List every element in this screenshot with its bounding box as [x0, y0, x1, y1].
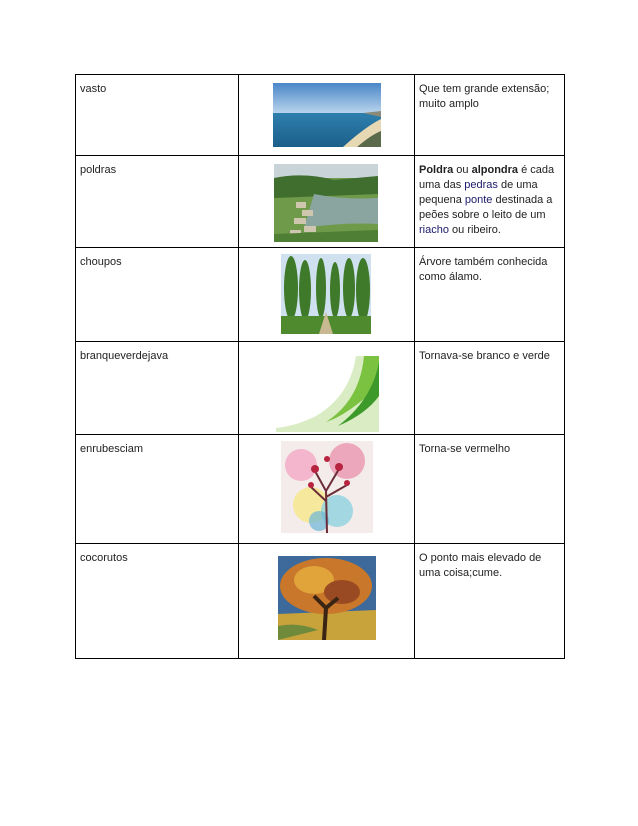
table-row	[76, 75, 565, 156]
definition-term: Poldra	[419, 164, 454, 176]
green-swoosh-image	[276, 356, 379, 432]
definition-text	[419, 83, 549, 110]
definition-text	[419, 443, 510, 455]
word-cell: branqueverdejava	[76, 342, 239, 435]
definition-link[interactable]: riacho	[419, 224, 449, 236]
definition-cell	[415, 156, 565, 248]
image-cell	[239, 75, 415, 156]
table-row	[76, 248, 565, 342]
definition-cell	[415, 435, 565, 544]
definition-segment: é cada uma das	[419, 164, 555, 191]
image-cell	[239, 248, 415, 342]
definition-segment: ou ribeiro.	[448, 224, 501, 236]
definition-text	[419, 350, 550, 362]
table-row	[76, 544, 565, 659]
definition-segment: Torna-se vermelho	[419, 443, 511, 455]
table-row	[76, 435, 565, 544]
definition-link[interactable]: ponte	[464, 194, 493, 206]
image-cell	[239, 342, 415, 435]
word-cell: poldras	[76, 156, 239, 248]
definition-segment: Tornava-se branco e verde	[419, 350, 550, 362]
painted-tree-image	[278, 556, 376, 640]
word-cell: cocorutos	[76, 544, 239, 659]
word-cell: enrubesciam	[76, 435, 239, 544]
image-cell	[239, 544, 415, 659]
definition-cell	[415, 248, 565, 342]
definition-segment: Que tem grande extensão; muito amplo	[419, 83, 550, 110]
image-cell	[239, 156, 415, 248]
poplar-trees-image	[281, 254, 371, 334]
watercolor-tree-image	[281, 441, 373, 533]
definition-text	[419, 256, 547, 283]
definition-segment: Árvore também conhecida como álamo.	[419, 256, 548, 283]
word-cell: vasto	[76, 75, 239, 156]
sea-coast-image	[273, 83, 381, 147]
definition-cell	[415, 342, 565, 435]
definition-segment: destinada a peões sobre o leito de um	[419, 194, 553, 221]
definition-term: alpondra	[471, 164, 519, 176]
word-cell: choupos	[76, 248, 239, 342]
table-row	[76, 156, 565, 248]
image-cell	[239, 435, 415, 544]
definition-link[interactable]: pedras	[464, 179, 498, 191]
stepping-stones-image	[274, 164, 378, 242]
definition-cell	[415, 75, 565, 156]
glossary-table	[75, 74, 565, 659]
definition-segment: O ponto mais elevado de uma coisa;cume.	[419, 552, 542, 579]
definition-text	[419, 552, 541, 579]
definition-text	[419, 164, 554, 236]
definition-segment: ou	[453, 164, 472, 176]
definition-cell	[415, 544, 565, 659]
definition-segment: de uma pequena	[419, 179, 538, 206]
table-row	[76, 342, 565, 435]
